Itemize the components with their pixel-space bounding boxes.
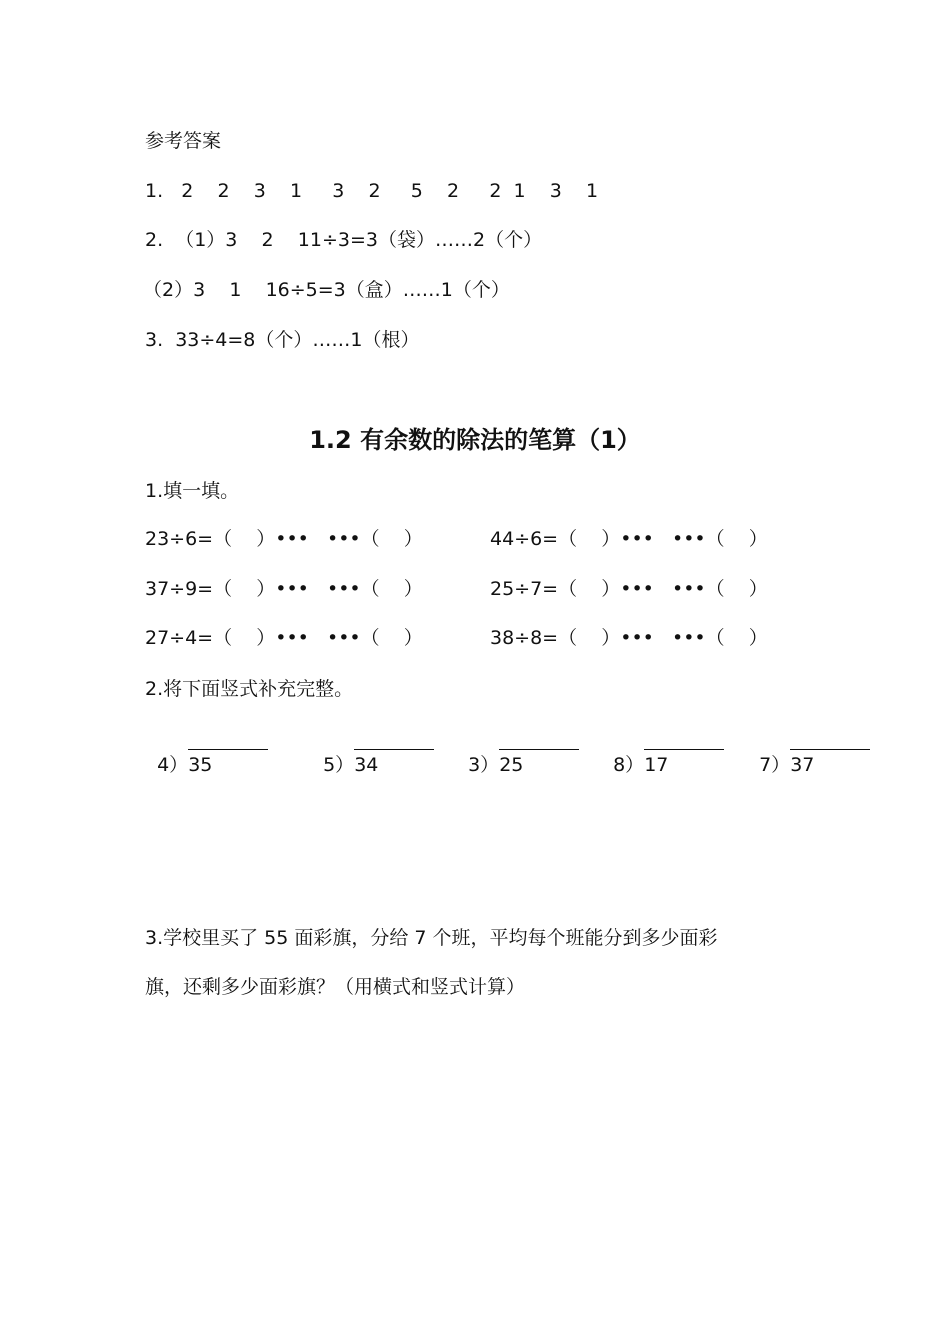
q1-row-1-right: 44÷6=（ ）••• •••（ ）	[490, 528, 768, 550]
dividend: 17	[644, 749, 724, 778]
answer-1: 1. 2 2 3 1 3 2 5 2 2 1 3 1	[145, 180, 599, 202]
answer-2-1: 2. （1）3 2 11÷3=3（袋）……2（个）	[145, 229, 543, 251]
section-title: 1.2 有余数的除法的笔算（1）	[309, 426, 641, 454]
divisor: 5）	[323, 754, 355, 776]
q1-row-1-left: 23÷6=（ ）••• •••（ ）	[145, 528, 423, 550]
answers-heading: 参考答案	[145, 130, 222, 152]
q1-row-2-right: 25÷7=（ ）••• •••（ ）	[490, 578, 768, 600]
q3-line-2: 旗，还剩多少面彩旗？（用横式和竖式计算）	[145, 976, 526, 998]
long-division-2	[311, 726, 434, 778]
divisor: 4）	[157, 754, 189, 776]
dividend: 25	[499, 749, 579, 778]
long-division-3	[456, 726, 579, 778]
dividend: 34	[354, 749, 434, 778]
dividend: 37	[790, 749, 870, 778]
answer-2-2: （2）3 1 16÷5=3（盒）……1（个）	[143, 279, 510, 301]
q2-label: 2.将下面竖式补充完整。	[145, 678, 354, 700]
dividend: 35	[188, 749, 268, 778]
q3-line-1: 3.学校里买了 55 面彩旗，分给 7 个班，平均每个班能分到多少面彩	[145, 927, 718, 949]
q1-label: 1.填一填。	[145, 480, 240, 502]
answer-3: 3. 33÷4=8（个）……1（根）	[145, 329, 420, 351]
long-division-1	[145, 726, 268, 778]
divisor: 3）	[468, 754, 500, 776]
long-division-4	[601, 726, 724, 778]
q1-row-3-right: 38÷8=（ ）••• •••（ ）	[490, 627, 768, 649]
divisor: 7）	[759, 754, 791, 776]
q1-row-3-left: 27÷4=（ ）••• •••（ ）	[145, 627, 423, 649]
divisor: 8）	[613, 754, 645, 776]
q1-row-2-left: 37÷9=（ ）••• •••（ ）	[145, 578, 423, 600]
long-division-5	[747, 726, 870, 778]
